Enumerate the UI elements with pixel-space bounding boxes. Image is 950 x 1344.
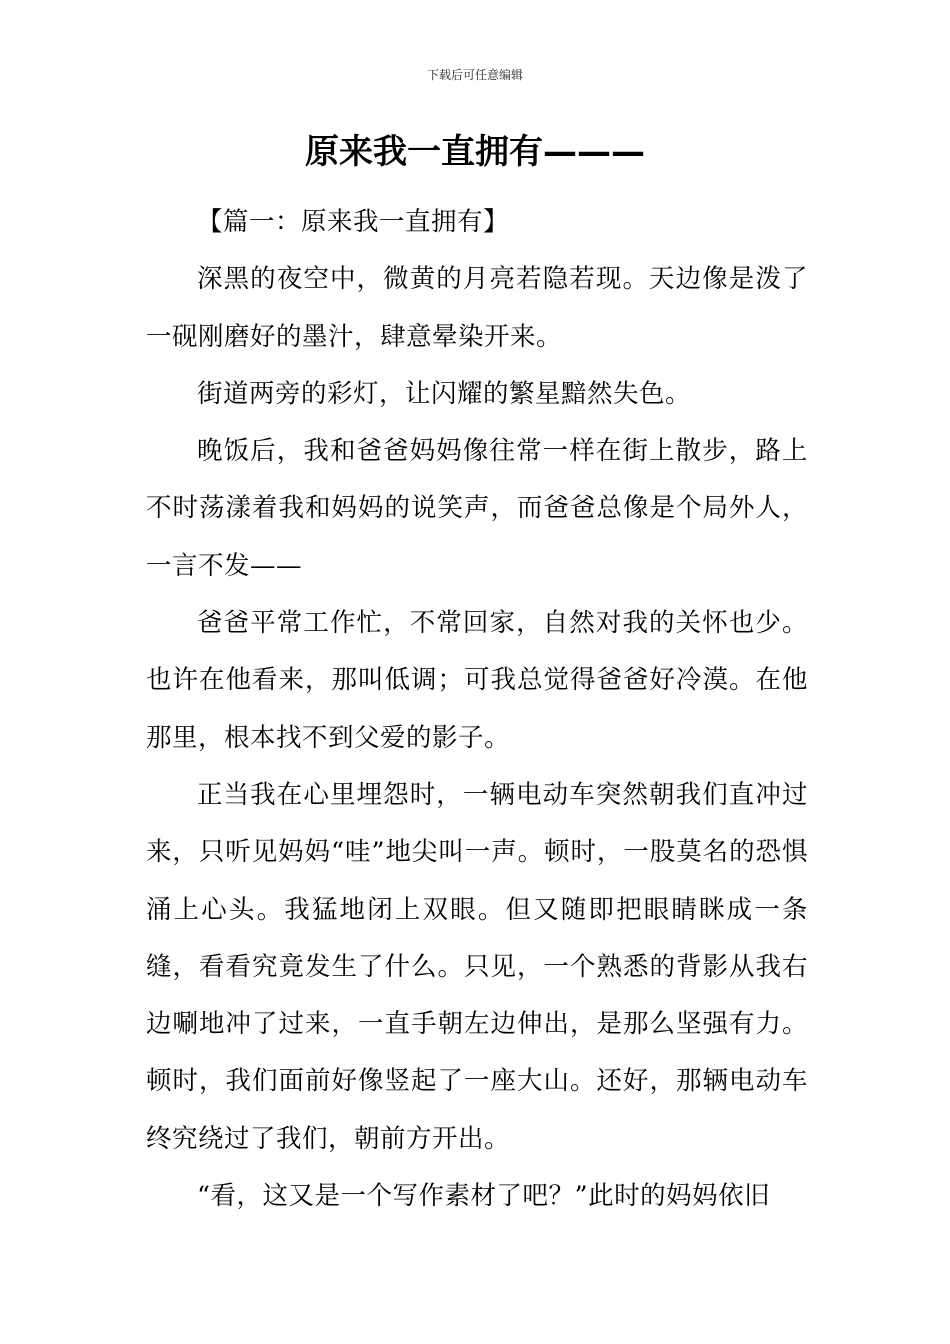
paragraph: “看，这又是一个写作素材了吧？”此时的妈妈依旧 [197,1181,771,1212]
paragraph: 爸爸平常工作忙，不常回家，自然对我的关怀也少。也许在他看来，那叫低调；可我总觉得爸爸好冷漠。在他那里，根本找不到父爱的影子。 [146,608,808,753]
article-body [146,194,808,1225]
paragraph: 正当我在心里埋怨时，一辆电动车突然朝我们直冲过来，只听见妈妈“哇”地尖叫一声。顿时，一股莫名的恐惧涌上心头。我猛地闭上双眼。但又随即把眼睛眯成一条缝，看看究竟发生了什么。只见，一个熟悉的背影从我右边唰地冲了过来，一直手朝左边伸出，是那么坚强有力。顿时，我们面前好像竖起了一座大山。还好，那辆电动车终究绕过了我们，朝前方开出。 [146,779,808,1154]
section-heading: 【篇一：原来我一直拥有】 [197,207,510,237]
paragraph: 街道两旁的彩灯，让闪耀的繁星黯然失色。 [197,378,692,409]
paragraph: 深黑的夜空中，微黄的月亮若隐若现。天边像是泼了一砚刚磨好的墨汁，肆意晕染开来。 [146,264,808,352]
paragraph: 晚饭后，我和爸爸妈妈像往常一样在街上散步，路上不时荡漾着我和妈妈的说笑声，而爸爸总像是个局外人，一言不发—— [146,436,808,581]
header-note: 下载后可任意编辑 [426,68,523,82]
document-title: 原来我一直拥有——— [305,132,645,172]
